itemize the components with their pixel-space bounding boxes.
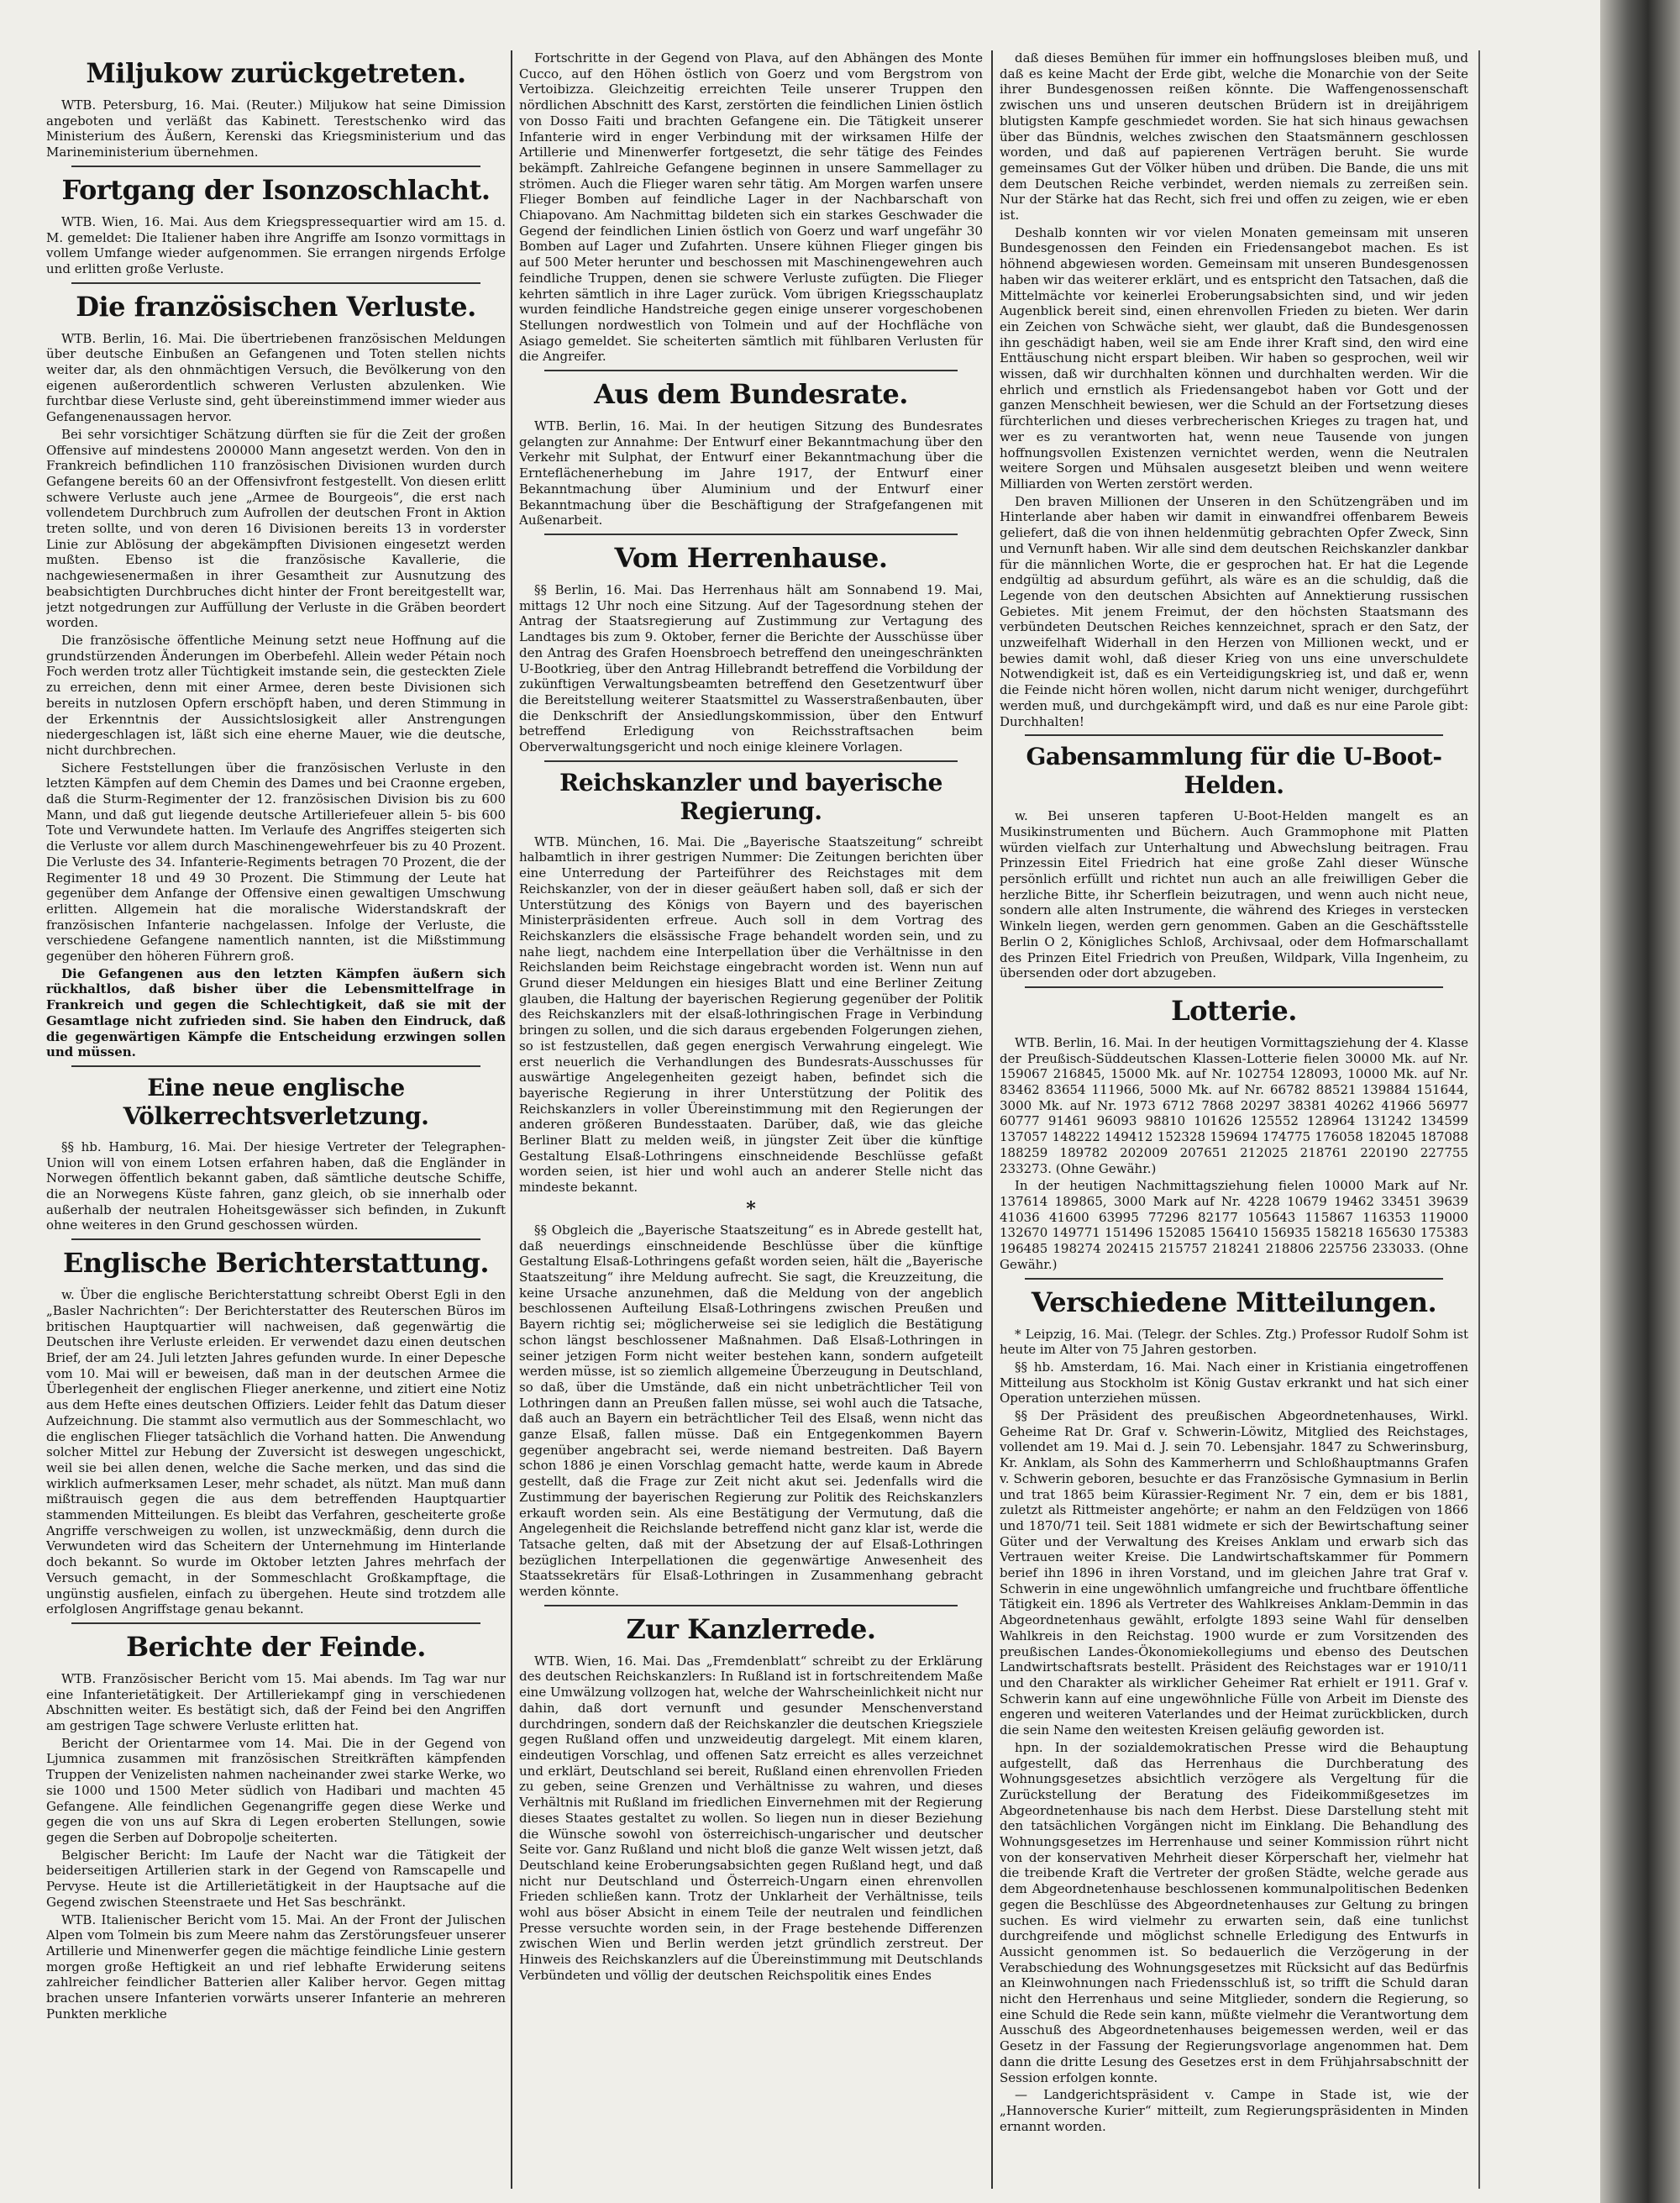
article-paragraph: Bericht der Orientarmee vom 14. Mai. Die in der Gegend von Ljumnica zusammen mit französischen Streitkräften kämpfenden Truppen der Venizelisten nahmen nacheinander zwei starke Werke, wo sie 1000 und 1500 Meter südlich von Hadibari und machten 45 Gefangene. Alle feindlichen Gegenangriffe gegen diese Werke und gegen die von uns auf Skra di Legen eroberten Stellungen, sowie gegen die Serben auf Dobropolje scheiterten. <box>46 1735 506 1845</box>
article-paragraph: WTB. Berlin, 16. Mai. In der heutigen Sitzung des Bundesrates gelangten zur Annahme: Der Entwurf einer Bekanntmachung über den Verkehr mit Sulphat, der Entwurf einer Bekanntmachung über die Ernteflächenerhebung im Jahre 1917, der Entwurf einer Bekanntmachung über Aluminium und der Entwurf einer Bekanntmachung über die Beschäftigung der Strafgefangenen mit Außenarbeit. <box>519 418 983 528</box>
article-paragraph: Sichere Feststellungen über die französischen Verluste in den letzten Kämpfen auf dem Chemin des Dames und bei Craonne ergeben, daß die Sturm-Regimenter der 12. französischen Division bis zu 600 Mann, und daß gut liegende deutsche Artilleriefeuer allein 5- bis 600 Tote und Verwundete hatten. Im Verlaufe des Angriffes steigerten sich die Verluste vor allem durch Maschinengewehrfeuer bis zu 40 Prozent. Die Verluste des 34. Infanterie-Regiments betragen 70 Prozent, die der Regimenter 18 und 49 30 Prozent. Die Stimmung der Leute hat gegenüber dem Anfange der Offensive einen gewaltigen Umschwung erlitten. Allgemein hat die moralische Widerstandskraft der französischen Infanterie nachgelassen. Infolge der Verluste, die verschiedene Gefangene namentlich nannten, ist die Mißstimmung gegenüber den höheren Führern groß. <box>46 760 506 965</box>
scan-binding-edge <box>1600 0 1680 2203</box>
article-paragraph: WTB. Französischer Bericht vom 15. Mai abends. Im Tag war nur eine Infanterietätigkeit. Der Artilleriekampf ging in verschiedenen Abschnitten weiter. Es bestätigt sich, daß der Feind bei den Angriffen am gestrigen Tage schwere Verluste erlitten hat. <box>46 1670 506 1734</box>
divider <box>1025 986 1443 988</box>
article-paragraph: In der heutigen Nachmittagsziehung fielen 10000 Mark auf Nr. 137614 189865, 3000 Mark auf Nr. 4228 10679 19462 33451 39639 41036 41600 63995 77296 82177 105643 115867 116353 119000 132670 149771 151496 152085 156410 156935 158218 165630 175383 196485 198274 202415 215757 218241 218806 225756 233033. (Ohne Gewähr.) <box>1000 1178 1468 1272</box>
article-paragraph: Die französische öffentliche Meinung setzt neue Hoffnung auf die grundstürzenden Änderungen im Oberbefehl. Allein weder Pétain noch Foch werden trotz aller Tüchtigkeit imstande sein, die gesteckten Ziele zu erreichen, denn mit einer Armee, deren beste Divisionen sich bereits in nutzlosen Opfern erschöpft haben, und deren Stimmung in der Erkenntnis der Aussichtslosigkeit aller Anstrengungen niedergeschlagen ist, läßt sich eine eherne Mauer, wie die deutsche, nicht durchbrechen. <box>46 632 506 758</box>
headline-reichskanzler: Reichskanzler und bayerische Regierung. <box>559 768 942 825</box>
article-paragraph: Deshalb konnten wir vor vielen Monaten gemeinsam mit unseren Bundesgenossen den Feinden ein Friedensangebot machen. Es ist höhnend abgewiesen worden. Gemeinsam mit unseren Bundesgenossen haben wir das weiterer erklärt, und es entspricht den Tatsachen, daß die Mittelmächte vor keinerlei Eroberungsabsichten sind, und wir jeden Augenblick bereit sind, einen ehrenvollen Frieden zu bieten. Wer darin ein Zeichen von Schwäche sieht, wer glaubt, daß die Bundesgenossen ihn geschädigt haben, weil sie am Ende ihrer Kraft sind, den wird eine Enttäuschung nicht erspart bleiben. Wir haben so gesprochen, weil wir wissen, daß wir durchhalten können und durchhalten werden. Wir die ehrlich und ernstlich als Friedensangebot haben vor Gott und der ganzen Menschheit bewiesen, wer die Schuld an der Fortsetzung dieses fürchterlichen und dieses verbrecherischen Krieges zu tragen hat, und wer es zu verantworten hat, wenn neue Tausende von jungen hoffnungsvollen Existenzen vernichtet werden, wenn die Neutralen weitere Sorgen und Mühsalen ausgesetzt bleiben und wenn weitere Milliarden von Werten zerstört werden. <box>1000 224 1468 492</box>
divider <box>71 1622 480 1624</box>
article-paragraph: * Leipzig, 16. Mai. (Telegr. der Schles. Ztg.) Professor Rudolf Sohm ist heute im Alter von 75 Jahren gestorben. <box>1000 1326 1468 1358</box>
headline-enemy-reports: Berichte der Feinde. <box>126 1630 426 1663</box>
article-paragraph: WTB. Italienischer Bericht vom 15. Mai. An der Front der Julischen Alpen vom Tolmein bis zum Meere nahm das Zerstörungsfeuer unserer Artillerie und Minenwerfer gegen die mächtige feindliche Linie gestern morgen große Heftigkeit an und rief lebhafte Erwiderung seitens zahlreicher feindlicher Batterien aller Kaliber hervor. Gegen mittag brachen unsere Infanterien vorwärts unserer Infanterie an mehreren Punkten merkliche <box>46 1911 506 2022</box>
column-rule <box>1478 50 1480 2189</box>
article-paragraph: hpn. In der sozialdemokratischen Presse wird die Behauptung aufgestellt, daß das Herrenhaus die Durchberatung des Wohnungsgesetzes absichtlich verzögere als Vergeltung für die Zurückstellung der Beratung des Fideikommißgesetzes im Abgeordnetenhause bis nach dem Herbst. Diese Darstellung steht mit den tatsächlichen Vorgängen nicht im Einklang. Die Behandlung des Wohnungsgesetzes im Herrenhause und seiner Kommission rührt nicht von der konservativen Mehrheit dieser Körperschaft her, vielmehr hat die treibende Kraft die Vertreter der großen Städte, welche gerade aus dem Abgeordnetenhause beschlossenen kommunalpolitischen Bedenken gegen die Beschlüsse des Abgeordnetenhauses zur Geltung zu bringen suchen. Es wird vielmehr zu erwarten sein, daß eine tunlichst durchgreifende und möglichst schnelle Erledigung des Entwurfs in Aussicht genommen ist. So bedauerlich die Verzögerung in der Verabschiedung des Wohnungsgesetzes mit Rücksicht auf das Bedürfnis an Kleinwohnungen nach Friedensschluß ist, so trifft die Schuld daran nicht den Herrenhaus und seine Mitglieder, sondern die Regierung, so eine Schuld die Rede sein kann, müßte vielmehr die Verantwortung dem Ausschuß des Abgeordnetenhauses beigemessen werden, weil er das Gesetz in der Fassung der Regierungsvorlage angenommen hat. Dem dann die dritte Lesung des Gesetzes erst in dem Frühjahrsabschnitt der Session erfolgen konnte. <box>1000 1739 1468 2085</box>
divider <box>71 282 480 284</box>
article-paragraph: WTB. Berlin, 16. Mai. Die übertriebenen französischen Meldungen über deutsche Einbußen an Gefangenen und Toten stellen nichts weiter dar, als den ohnmächtigen Versuch, die Bevölkerung von den eigenen außerordentlich schweren Verlusten abzulenken. Wie furchtbar diese Verluste sind, geht übereinstimmend immer wieder aus Gefangenenaussagen hervor. <box>46 330 506 425</box>
headline-french-losses: Die französischen Verluste. <box>76 290 476 323</box>
headline-english-violation: Eine neue englische Völkerrechtsverletzung. <box>123 1073 429 1130</box>
headline-lotterie: Lotterie. <box>1171 994 1297 1027</box>
article-paragraph: w. Über die englische Berichterstattung schreibt Oberst Egli in den „Basler Nachrichten“: Der Berichterstatter des Reuterschen Büros im britischen Hauptquartier will nachweisen, daß gegenwärtig die Deutschen ihre Verluste erleiden. Er verwendet dazu einen deutschen Brief, der am 24. Juli letzten Jahres gefunden wurde. In einer Depesche vom 10. Mai will er beweisen, daß man in der deutschen Armee die Überlegenheit der englischen Flieger anerkenne, und zitiert eine Notiz aus dem Hefte eines deutschen Offiziers. Leider fehlt das Datum dieser Aufzeichnung. Die stammt also vermutlich aus der Sommeschlacht, wo die englischen Flieger tatsächlich die Vorhand hatten. Die Anwendung solcher Mittel zur Hebung der Zuversicht ist deswegen ungeschickt, weil sie bei allen denen, welche die Sache merken, und das sind die wirklich aufmerksamen Leser, mehr schadet, als nützt. Man muß dann mißtrauisch gegen die aus dem betreffenden Hauptquartier stammenden Mitteilungen. Es bleibt das Verfahren, gescheiterte große Angriffe verschweigen zu wollen, ist unzweckmäßig, denn durch die Verwundeten wird das Scheitern der Unternehmung im Hinterlande doch bekannt. So wurde im Oktober letzten Jahres mehrfach der Versuch gemacht, in der Sommeschlacht Großkampftage, die ungünstig ausfielen, einfach zu übergehen. Heute sind trotzdem alle erfolglosen Angriffstage genau bekannt. <box>46 1287 506 1617</box>
headline-isonzo: Fortgang der Isonzoschlacht. <box>61 173 491 206</box>
column-rule <box>991 50 993 2189</box>
column-rule <box>511 50 512 2189</box>
column-middle <box>519 50 983 2189</box>
article-paragraph: — Landgerichtspräsident v. Campe in Stade ist, wie der „Hannoversche Kurier“ mitteilt, zum Regierungspräsidenten in Minden ernannt worden. <box>1000 2087 1468 2134</box>
article-paragraph: §§ Berlin, 16. Mai. Das Herrenhaus hält am Sonnabend 19. Mai, mittags 12 Uhr noch eine Sitzung. Auf der Tagesordnung stehen der Antrag der Staatsregierung auf Zustimmung zur Vertagung des Landtages bis zum 9. Oktober, ferner die Berichte der Ausschüsse über den Antrag des Grafen Hoensbroech betreffend den uneingeschränkten U-Bootkrieg, über den Antrag Hillebrandt betreffend die Vorbildung der zukünftigen Verwaltungsbeamten betreffend den Gesetzentwurf über die Bereitstellung weiterer Staatsmittel zu Wasserstraßenbauten, über die Denkschrift der Ansiedlungskommission, über den Entwurf betreffend Erledigung von Reichsstraftsachen beim Oberverwaltungsgericht und noch einige kleinere Vorlagen. <box>519 581 983 755</box>
article-paragraph: Belgischer Bericht: Im Laufe der Nacht war die Tätigkeit der beiderseitigen Artillerien stark in der Gegend von Ramscapelle und Pervyse. Heute ist die Artillerietätigkeit in der Hauptsache auf die Gegend zwischen Steenstraete und Het Sas beschränkt. <box>46 1847 506 1910</box>
headline-gabensammlung: Gabensammlung für die U-Boot-Helden. <box>1026 743 1442 800</box>
article-paragraph: WTB. München, 16. Mai. Die „Bayerische Staatszeitung“ schreibt halbamtlich in ihrer gestrigen Nummer: Die Zeitungen berichten über eine Unterredung der Parteiführer des Reichstages mit dem Reichskanzler, von der in dieser geäußert haben soll, daß er sich der Unterstützung des Königs von Bayern und des bayerischen Ministerpräsidenten erfreue. Auch soll in dem Vortrag des Reichskanzlers die elsässische Frage behandelt worden sein, und zu nahe liegt, nachdem eine Interpellation über die Verhältnisse in den Reichslanden beim Reichstage eingebracht worden ist. Wenn nun auf Grund dieser Meldungen ein hiesiges Blatt und eine Berliner Zeitung glauben, die Haltung der bayerischen Regierung gegenüber der Politik des Reichskanzlers mit der elsaß-lothringischen Frage in Verbindung bringen zu sollen, und die sich daraus ergebenden Folgerungen ziehen, so ist festzustellen, daß gegen energisch Verwahrung eingelegt. Wie erst neuerlich die Verhandlungen des Bundesrats-Ausschusses für auswärtige Angelegenheiten gezeigt haben, befindet sich die bayerische Regierung in ihrer Unterstützung der Politik des Reichskanzlers in voller Übereinstimmung mit den Regierungen der anderen größeren Bundesstaaten. Darüber, daß, wie das gleiche Berliner Blatt zu melden weiß, in jüngster Zeit über die künftige Gestaltung Elsaß-Lothringens einschneidende Beschlüsse gefaßt worden seien, ist hier und wohl auch an anderer Stelle nicht das mindeste bekannt. <box>519 833 983 1196</box>
article-paragraph: Fortschritte in der Gegend von Plava, auf den Abhängen des Monte Cucco, auf den Höhen östlich von Goerz und vom Bergstrom von Vertoibizza. Gleichzeitig erreichten Teile unserer Truppen den nördlichen Abschnitt des Karst, zerstörten die feindlichen Linien östlich von Dosso Faiti und brachten Gefangene ein. Die Tätigkeit unserer Infanterie wird in enger Verbindung mit der wirksamen Hilfe der Artillerie und Minenwerfer fortgesetzt, die sehr tätige des Feindes bekämpft. Zahlreiche Gefangene beginnen in unsere Sammellager zu strömen. Auch die Flieger waren sehr tätig. Am Morgen warfen unsere Flieger Bomben auf feindliche Lager in der Nachbarschaft von Chiapovano. Am Nachmittag bildeten sich ein starkes Geschwader die Gegend der feindlichen Linien östlich von Goerz und warf ungefähr 30 Bomben auf Lager und Zufahrten. Unsere kühnen Flieger gingen bis auf 500 Meter herunter und beschossen mit Maschinengewehren auch feindliche Truppen, denen sie schwere Verluste zufügten. Die Flieger kehrten sämtlich in ihre Lager zurück. Vom übrigen Kriegsschauplatz wurden feindliche Handstreiche gegen einige unserer vorgeschobenen Stellungen nordwestlich von Tolmein und auf der Hochfläche von Asiago gemeldet. Sie scheiterten sämtlich mit fühlbaren Verlusten für die Angreifer. <box>519 50 983 365</box>
headline-bundesrat: Aus dem Bundesrate. <box>594 378 908 411</box>
article-paragraph: Den braven Millionen der Unseren in den Schützengräben und im Hinterlande aber haben wir damit in einwandfrei offenbarem Beweis geliefert, daß die von ihnen heldenmütig gebrachten Opfer Zweck, Sinn und Vernunft haben. Wir alle sind dem deutschen Reichskanzler dankbar für die männlichen Worte, die er gesprochen hat. Er hat die Legende endgültig ad absurdum geführt, als wäre es an die schuldig, daß die Legende von den deutschen Absichten auf Annektierung russischen Gebietes. Mit jenem Freimut, der den höchsten Staatsmann des verbündeten Deutschen Reiches kennzeichnet, sprach er den Satz, der unzweifelhaft Widerhall in den Herzen von Millionen weckt, und er bewies damit wohl, daß dieser Krieg von uns eine unverschuldete Notwendigkeit ist, daß es ein Verteidigungskrieg ist, und daß er, wenn die Feinde nicht hören wollen, nicht darum nicht weniger, durchgeführt werden muß, und durchgekämpft wird, und daß es nur eine Parole gibt: Durchhalten! <box>1000 493 1468 729</box>
article-paragraph: Bei sehr vorsichtiger Schätzung dürften sie für die Zeit der großen Offensive auf mindestens 200000 Mann angesetzt werden. Von den in Frankreich befindlichen 110 französischen Divisionen wurden durch Gefangene bereits 60 an der Offensivfront festgestellt. Von diesen erlitt schwere Verluste auch jene „Armee de Bourgeois“, die erst nach vollendetem Durchbruch zum Aufrollen der deutschen Front in Aktion treten sollte, und von deren 16 Divisionen bereits 13 in vorderster Linie zur Ablösung der abgekämpften Divisionen eingesetzt werden mußten. Ebenso ist die französische Kavallerie, die nachgewiesenermaßen in ihrer Gesamtheit zur Ausnutzung des beabsichtigten Durchbruches dicht hinter der Front bereitgestellt war, jetzt notgedrungen zur Auffüllung der Verluste in die Gräben beordert worden. <box>46 426 506 631</box>
article-paragraph: Die Gefangenen aus den letzten Kämpfen äußern sich rückhaltlos, daß bisher über die Lebensmittelfrage in Frankreich und gegen die Schlechtigkeit, daß sie mit der Gesamtlage nicht zufrieden sind. Sie haben den Eindruck, daß die gegenwärtigen Kämpfe die Entscheidung erzwingen sollen und müssen. <box>46 965 506 1060</box>
article-paragraph: §§ Der Präsident des preußischen Abgeordnetenhauses, Wirkl. Geheime Rat Dr. Graf v. Schwerin-Löwitz, Mitglied des Reichstages, vollendet am 19. Mai d. J. sein 70. Lebensjahr. 1847 zu Schwerinsburg, Kr. Anklam, als Sohn des Kammerherrn und Schloßhauptmanns Grafen v. Schwerin geboren, besuchte er das Französische Gymnasium in Berlin und trat 1865 beim Kürassier-Regiment Nr. 7 ein, dem er bis 1881, zuletzt als Rittmeister angehörte; er nahm an den Feldzügen von 1866 und 1870/71 teil. Seit 1881 widmete er sich der Bewirtschaftung seiner Güter und der Verwaltung des Kreises Anklam und erwarb sich das Vertrauen weiter Kreise. Die Landwirtschaftskammer für Pommern berief ihn 1896 in ihren Vorstand, und im gleichen Jahre trat Graf v. Schwerin in eine ungewöhnlich umfangreiche und fruchtbare öffentliche Tätigkeit ein. 1896 als Vertreter des Wahlkreises Anklam-Demmin in das Abgeordnetenhaus gewählt, erfolgte 1893 seine Wahl für denselben Wahlkreis in den Reichstag. 1900 wurde er zum Vorsitzenden des preußischen Landes-Ökonomiekollegiums und ebenso des Deutschen Landwirtschaftsrats bestellt. Präsident des Reichstages war er 1910/11 und den Charakter als wirklicher Geheimer Rat erhielt er 1911. Graf v. Schwerin kann auf eine ungewöhnliche Fülle von Arbeit im Dienste des engeren und weiteren Vaterlandes und der Heimat zurückblicken, durch die sein Name den weitesten Kreisen geläufig geworden ist. <box>1000 1408 1468 1738</box>
article-paragraph: daß dieses Bemühen für immer ein hoffnungsloses bleiben muß, und daß es keine Macht der Erde gibt, welche die Monarchie von der Seite ihrer Bundesgenossen reißen könnte. Die Waffengenossenschaft zwischen uns und unseren deutschen Brüdern ist in dreijährigem blutigsten Kampfe geschmiedet worden. Sie hat sich hinaus gewachsen über das Bündnis, welches zwischen den Staatsmännern geschlossen worden, und daß auf papierenen Verträgen beruht. Sie wurde gemeinsames Gut der Völker hüben und drüben. Die Bande, die uns mit dem Deutschen Reiche verbindet, werden niemals zu zerreißen sein. Nur der Stärke hat das Recht, sich frei und offen zu zeigen, wie er eben ist. <box>1000 50 1468 223</box>
article-paragraph: §§ hb. Hamburg, 16. Mai. Der hiesige Vertreter der Telegraphen-Union will von einem Lotsen erfahren haben, daß die Engländer in Norwegen öffentlich bekannt gaben, daß sämtliche deutsche Schiffe, die an Norwegens Küste fahren, ganz gleich, ob sie innerhalb oder außerhalb der neutralen Hoheitsgewässer sich befinden, in Zukunft ohne weiteres in den Grund geschossen würden. <box>46 1138 506 1233</box>
column-left <box>46 50 506 2189</box>
divider <box>544 370 958 371</box>
divider <box>71 1065 480 1067</box>
headline-english-reporting: Englische Berichterstattung. <box>63 1247 489 1280</box>
divider <box>544 534 958 535</box>
divider <box>1025 734 1443 736</box>
article-paragraph: §§ hb. Amsterdam, 16. Mai. Nach einer in Kristiania eingetroffenen Mitteilung aus Stockholm ist König Gustav erkrankt und hat sich einer Operation unterziehen müssen. <box>1000 1359 1468 1406</box>
article-paragraph: WTB. Wien, 16. Mai. Das „Fremdenblatt“ schreibt zu der Erklärung des deutschen Reichskanzlers: In Rußland ist in fortschreitendem Maße eine Umwälzung vollzogen hat, welche der Wahrscheinlichkeit nicht nur dahin, daß dort vernunft und gesunder Menschenverstand durchdringen, sondern daß der Reichskanzler die deutschen Kriegsziele gegen Rußland offen und unzweideutig dargelegt. Mit einem klaren, eindeutigen Vorschlag, und offenen Satz erreicht es alles verzeichnet und erklärt, Deutschland sei bereit, Rußland einen ehrenvollen Frieden zu geben, seine Grenzen und Verhältnisse zu wahren, und dieses Verhältnis mit Rußland im friedlichen Einvernehmen mit der Regierung dieses Staates gestaltet zu wollen. So liegen nun in dieser Beziehung die Wünsche sowohl von österreichisch-ungarischer und deutscher Seite vor. Ganz Rußland und nicht bloß die ganze Welt wissen jetzt, daß Deutschland keine Eroberungsabsichten gegen Rußland hegt, und daß nicht nur Deutschland und Österreich-Ungarn einen ehrenvollen Frieden schließen kann. Trotz der Unklarheit der Verhältnisse, teils wohl aus böser Absicht in einem Teile der neutralen und feindlichen Presse versuchte worden sein, in der Frage bestehende Differenzen zwischen Wien und Berlin werden jetzt gründlich zerstreut. Der Hinweis des Reichskanzlers auf die Übereinstimmung mit Deutschlands Verbündeten und völlig der deutschen Reichspolitik eines Endes <box>519 1653 983 1983</box>
headline-mitteilungen: Verschiedene Mitteilungen. <box>1031 1286 1437 1318</box>
headline-kanzlerrede: Zur Kanzlerrede. <box>626 1612 876 1645</box>
divider <box>1025 1278 1443 1280</box>
headline-herrenhaus: Vom Herrenhause. <box>614 541 888 574</box>
asterisk-separator: * <box>746 1197 756 1220</box>
article-paragraph: WTB. Berlin, 16. Mai. In der heutigen Vormittagsziehung der 4. Klasse der Preußisch-Süddeutschen Klassen-Lotterie fielen 30000 Mk. auf Nr. 159067 216845, 15000 Mk. auf Nr. 102754 128093, 10000 Mk. auf Nr. 83462 83654 111966, 5000 Mk. auf Nr. 66782 88521 139884 151644, 3000 Mk. auf Nr. 1973 6712 7868 20297 38381 40262 41966 56977 60777 91461 96093 98810 101626 125552 128964 131242 134599 137057 148222 149412 152328 159694 174775 176058 182045 187088 188259 189782 202009 207651 212025 218761 220190 227755 233273. (Ohne Gewähr.) <box>1000 1034 1468 1176</box>
column-right <box>1000 50 1468 2189</box>
headline-miljukow: Miljukow zurückgetreten. <box>86 57 466 89</box>
divider <box>544 760 958 762</box>
divider <box>71 166 480 167</box>
divider <box>71 1238 480 1240</box>
article-paragraph: WTB. Wien, 16. Mai. Aus dem Kriegspressequartier wird am 15. d. M. gemeldet: Die Italiener haben ihre Angriffe am Isonzo vormittags in vollem Umfange wieder aufgenommen. Sie errangen nirgends Erfolge und erlitten große Verluste. <box>46 213 506 276</box>
divider <box>544 1605 958 1606</box>
article-paragraph: w. Bei unseren tapferen U-Boot-Helden mangelt es an Musikinstrumenten und Büchern. Auch Grammophone mit Platten würden vielfach zur Unterhaltung und Abwechslung beitragen. Frau Prinzessin Eitel Friedrich hat eine große Zahl dieser Wünsche persönlich erfüllt und richtet nun auch an alle freiwilligen Geber die herzliche Bitte, ihr Scherflein beizutragen, und wenn auch nicht neue, sondern alle alten Instrumente, die während des Krieges in verstecken Winkeln liegen, werden gern genommen. Gaben an die Geschäftsstelle Berlin O 2, Königliches Schloß, Archivsaal, oder dem Hofmarschallamt des Prinzen Eitel Friedrich von Preußen, Wildpark, Villa Ingenheim, zu übersenden oder dort abzugeben. <box>1000 808 1468 981</box>
article-paragraph: WTB. Petersburg, 16. Mai. (Reuter.) Miljukow hat seine Dimission angeboten und verläßt das Kabinett. Terestschenko wird das Ministerium des Äußern, Kerenski das Kriegsministerium und das Marineministerium übernehmen. <box>46 97 506 160</box>
article-paragraph: §§ Obgleich die „Bayerische Staatszeitung“ es in Abrede gestellt hat, daß neuerdings einschneidende Beschlüsse über die künftige Gestaltung Elsaß-Lothringens gefaßt worden seien, hält die „Bayerische Staatszeitung“ ihre Meldung aufrecht. Sie sagt, die Kreuzzeitung, die keine Ursache anzunehmen, daß die Meldung von der angeblich beschlossenen Aufteilung Elsaß-Lothringens zwischen Preußen und Bayern richtig sei; möglicherweise sei sie lediglich die Bestätigung schon längst beschlossener Maßnahmen. Daß Elsaß-Lothringen in seiner jetzigen Form nicht weiter bestehen kann, sondern aufgeteilt werden müsse, ist so ziemlich allgemeine Überzeugung in Deutschland, so daß, über die Umstände, daß ein nicht unbeträchtlicher Teil von Lothringen dann an Preußen fallen müsse, sei wohl auch die Tatsache, daß auch an Bayern ein beträchtlicher Teil des Elsaß, wenn nicht das ganze Elsaß, fallen müsse. Daß ein Entgegenkommen Bayern gegenüber angebracht sei, werde niemand bestreiten. Daß Bayern schon 1886 je einen Vorschlag gemacht hatte, werde kaum in Abrede gestellt, daß die Frage zur Zeit nicht akut sei. Jedenfalls wird die Zustimmung der bayerischen Regierung zur Politik des Reichskanzlers erkauft worden sein. Als eine Bestätigung der Vermutung, daß die Angelegenheit die Reichslande betreffend nicht ganz klar ist, werde die Tatsache gelten, daß mit der Absetzung der auf Elsaß-Lothringen bezüglichen Interpellationen die gegenwärtige Anwesenheit des Staatssekretärs für Elsaß-Lothringen in Zusammenhang gebracht werden könnte. <box>519 1222 983 1600</box>
